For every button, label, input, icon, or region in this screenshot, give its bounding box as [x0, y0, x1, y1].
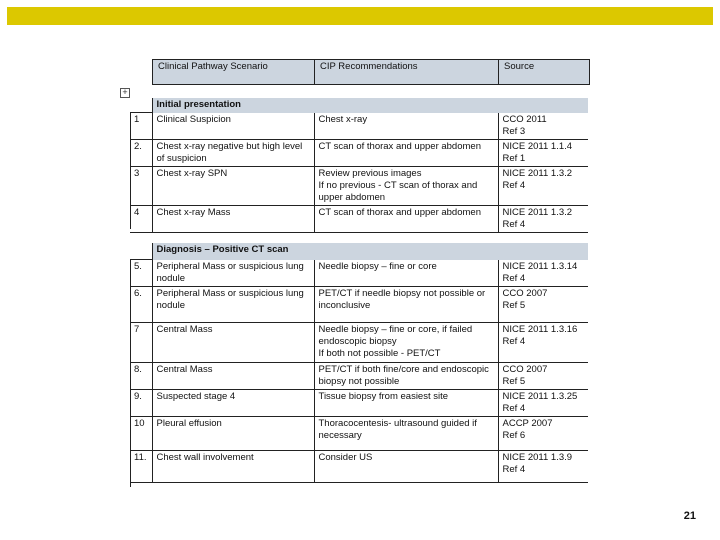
row-recommendation: Thoracocentesis- ultrasound guided if necessary	[314, 416, 498, 450]
row-number: 5.	[130, 260, 152, 287]
row-number: 10	[130, 416, 152, 450]
section-title: Diagnosis – Positive CT scan	[152, 243, 588, 260]
page-number: 21	[683, 510, 696, 522]
table-row	[130, 322, 588, 362]
table-row	[130, 205, 588, 232]
source-guideline: CCO 2007	[502, 287, 548, 299]
row-source	[498, 260, 588, 287]
table-row	[130, 389, 588, 416]
row-number: 3	[130, 166, 152, 205]
row-source	[498, 362, 588, 389]
table-row	[130, 286, 588, 322]
row-scenario: Chest x-ray negative but high level of suspicion	[152, 139, 314, 166]
source-guideline: CCO 2011	[502, 113, 547, 125]
source-ref: Ref 4	[502, 272, 526, 284]
header-table	[152, 59, 590, 85]
row-source	[498, 166, 588, 205]
row-number: 7	[130, 322, 152, 362]
header-scenario: Clinical Pathway Scenario	[153, 60, 315, 85]
row-scenario: Chest wall involvement	[152, 450, 314, 482]
row-recommendation: Tissue biopsy from easiest site	[314, 389, 498, 416]
table-row	[130, 260, 588, 287]
source-guideline: ACCP 2007	[502, 417, 553, 429]
source-ref: Ref 6	[502, 429, 526, 441]
header-recommendations: CIP Recommendations	[315, 60, 499, 85]
row-source	[498, 389, 588, 416]
source-guideline: NICE 2011 1.3.16	[502, 323, 578, 335]
source-ref: Ref 5	[502, 299, 526, 311]
row-recommendation: PET/CT if needle biopsy not possible or inconclusive	[314, 286, 498, 322]
source-ref: Ref 4	[502, 335, 526, 347]
initial-presentation-table	[130, 98, 588, 233]
source-guideline: NICE 2011 1.3.25	[502, 390, 578, 402]
source-guideline: NICE 2011 1.3.2	[502, 167, 573, 179]
table-row	[130, 139, 588, 166]
row-recommendation: Consider US	[314, 450, 498, 482]
row-number: 4	[130, 205, 152, 232]
row-number: 8.	[130, 362, 152, 389]
row-scenario: Central Mass	[152, 362, 314, 389]
row-recommendation: Needle biopsy – fine or core	[314, 260, 498, 287]
table-row	[130, 450, 588, 482]
diagnosis-table	[130, 243, 588, 483]
row-number: 6.	[130, 286, 152, 322]
source-ref: Ref 4	[502, 179, 526, 191]
row-number: 2.	[130, 139, 152, 166]
source-guideline: CCO 2007	[502, 363, 548, 375]
table-row	[130, 416, 588, 450]
row-scenario: Clinical Suspicion	[152, 113, 314, 140]
source-ref: Ref 3	[502, 125, 526, 137]
source-ref: Ref 5	[502, 375, 526, 387]
source-ref: Ref 1	[502, 152, 526, 164]
row-scenario: Chest x-ray SPN	[152, 166, 314, 205]
row-number: 9.	[130, 389, 152, 416]
row-recommendation: Review previous images If no previous - CT scan of thorax and upper abdomen	[314, 166, 498, 205]
row-source	[498, 286, 588, 322]
source-guideline: NICE 2011 1.3.2	[502, 206, 573, 218]
row-source	[498, 450, 588, 482]
row-recommendation: Chest x-ray	[314, 113, 498, 140]
row-source	[498, 113, 588, 140]
source-guideline: NICE 2011 1.1.4	[502, 140, 573, 152]
header-source: Source	[499, 60, 590, 85]
row-scenario: Chest x-ray Mass	[152, 205, 314, 232]
row-recommendation: CT scan of thorax and upper abdomen	[314, 205, 498, 232]
row-source	[498, 416, 588, 450]
row-scenario: Peripheral Mass or suspicious lung nodule	[152, 286, 314, 322]
row-recommendation: Needle biopsy – fine or core, if failed endoscopic biopsy If both not possible - PET/CT	[314, 322, 498, 362]
top-accent-bar	[7, 7, 713, 25]
row-scenario: Peripheral Mass or suspicious lung nodule	[152, 260, 314, 287]
row-scenario: Pleural effusion	[152, 416, 314, 450]
table-row	[130, 113, 588, 140]
source-ref: Ref 4	[502, 463, 526, 475]
row-recommendation: CT scan of thorax and upper abdomen	[314, 139, 498, 166]
source-guideline: NICE 2011 1.3.14	[502, 260, 578, 272]
row-source	[498, 139, 588, 166]
row-scenario: Suspected stage 4	[152, 389, 314, 416]
row-number: 1	[130, 113, 152, 140]
table-row	[130, 362, 588, 389]
source-ref: Ref 4	[502, 402, 526, 414]
expand-table-icon[interactable]: +	[120, 88, 130, 98]
row-scenario: Central Mass	[152, 322, 314, 362]
source-guideline: NICE 2011 1.3.9	[502, 451, 573, 463]
row-recommendation: PET/CT if both fine/core and endoscopic biopsy not possible	[314, 362, 498, 389]
row-number: 11.	[130, 450, 152, 482]
row-source	[498, 205, 588, 232]
table-row	[130, 166, 588, 205]
source-ref: Ref 4	[502, 218, 526, 230]
row-source	[498, 322, 588, 362]
section-title: Initial presentation	[152, 98, 588, 113]
